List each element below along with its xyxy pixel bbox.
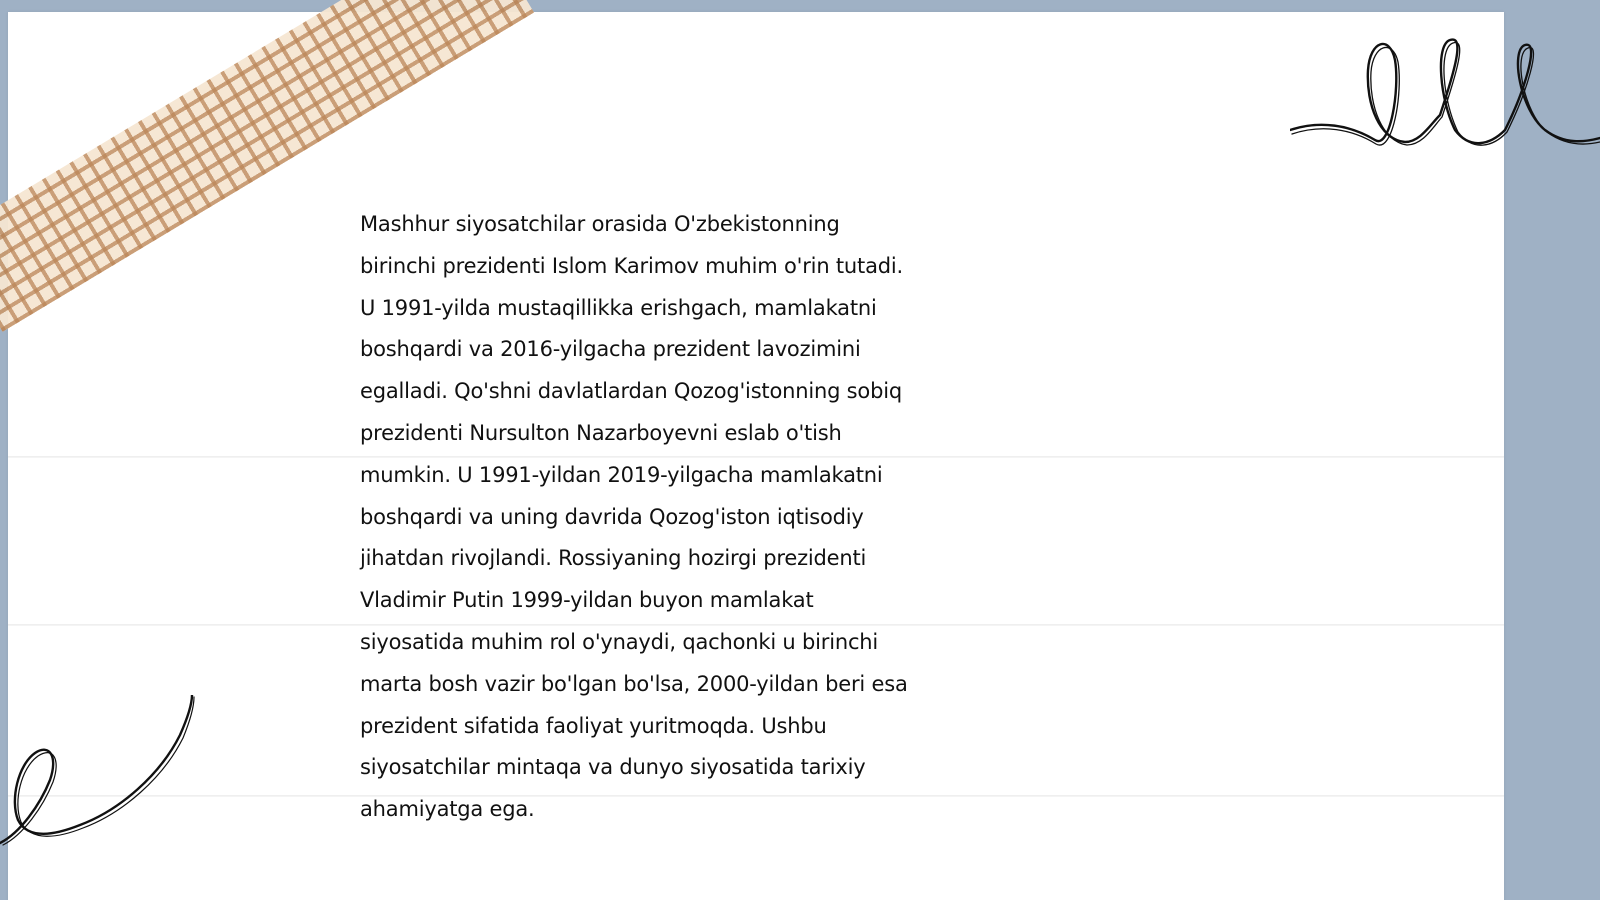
paragraph-line: mumkin. U 1991-yildan 2019-yilgacha mamlakatni bbox=[360, 462, 883, 487]
paragraph-line: Vladimir Putin 1999-yildan buyon mamlakat bbox=[360, 588, 814, 613]
paragraph-line: ahamiyatga ega. bbox=[360, 797, 535, 822]
paragraph-line: prezidenti Nursulton Nazarboyevni eslab o'tish bbox=[360, 420, 842, 445]
paragraph-line: egalladi. Qo'shni davlatlardan Qozog'istonning sobiq bbox=[360, 379, 902, 404]
paragraph-line: jihatdan rivojlandi. Rossiyaning hozirgi prezidenti bbox=[360, 546, 867, 571]
paragraph-line: prezident sifatida faoliyat yuritmoqda. Ushbu bbox=[360, 713, 827, 738]
paragraph-line: U 1991-yilda mustaqillikka erishgach, mamlakatni bbox=[360, 295, 877, 320]
paragraph-line: Mashhur siyosatchilar orasida O'zbekistonning bbox=[360, 212, 840, 236]
paragraph-line: siyosatida muhim rol o'ynaydi, qachonki u birinchi bbox=[360, 629, 879, 654]
paragraph-line: marta bosh vazir bo'lgan bo'lsa, 2000-yildan beri esa bbox=[360, 671, 908, 696]
loop-scribble-icon bbox=[1290, 30, 1600, 170]
paragraph-line: boshqardi va uning davrida Qozog'iston iqtisodiy bbox=[360, 504, 864, 529]
swoosh-scribble-icon bbox=[0, 695, 200, 855]
paragraph-line: boshqardi va 2016-yilgacha prezident lavozimini bbox=[360, 337, 861, 362]
paragraph-line: siyosatchilar mintaqa va dunyo siyosatida tarixiy bbox=[360, 755, 866, 780]
paragraph-line: birinchi prezidenti Islom Karimov muhim o'rin tutadi. bbox=[360, 253, 903, 278]
body-paragraph bbox=[360, 204, 1240, 831]
